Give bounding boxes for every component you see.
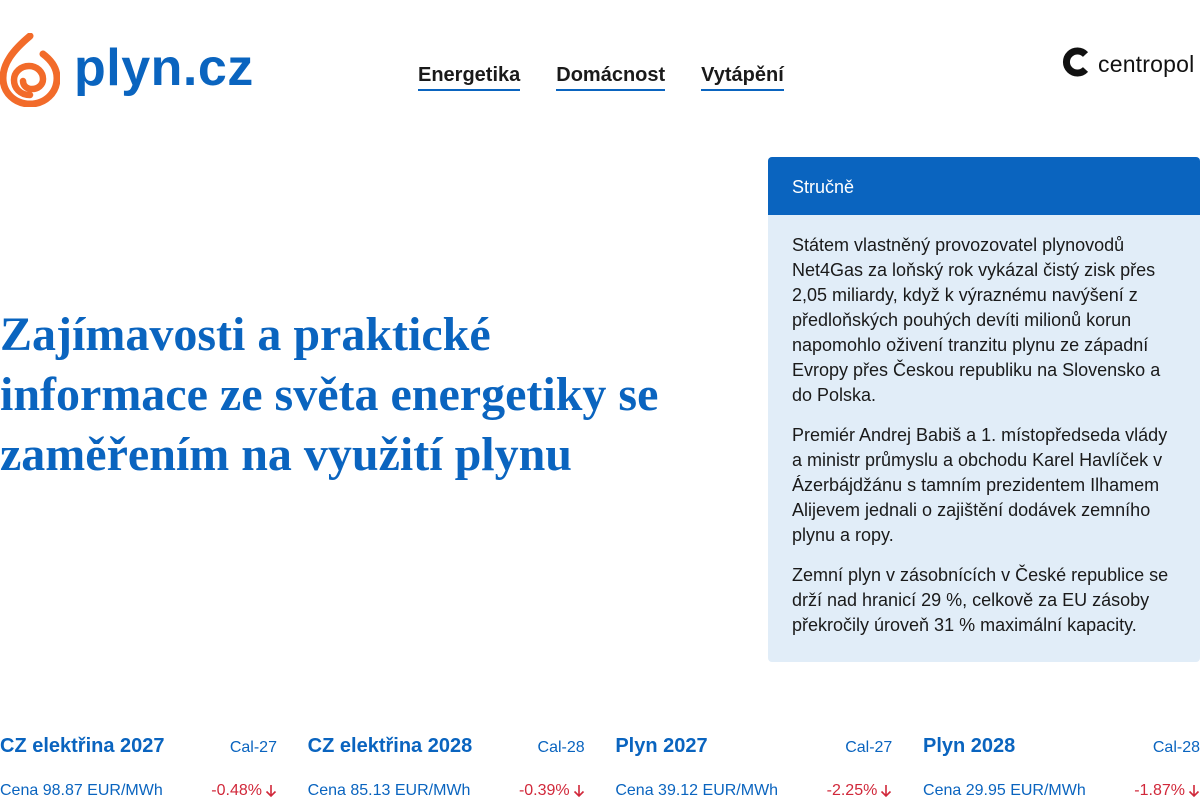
ticker-name: CZ elektřina 2028 [307, 735, 473, 757]
brief-paragraph: Zemní plyn v zásobnících v České republice se drží nad hranicí 29 %, celkově za EU zásoby překročily úroveň 31 % maximální kapacity. [792, 565, 1169, 635]
partner-name: centropol [1098, 51, 1195, 77]
ticker-change-value: -0.48% [211, 782, 262, 799]
arrow-down-icon [880, 784, 892, 798]
ticker-cal: Cal-27 [229, 739, 277, 756]
ticker-price: Cena 29.95 EUR/MWh [923, 782, 1086, 799]
ticker-change-value: -2.25% [826, 782, 878, 799]
nav-item-domacnost[interactable]: Domácnost [556, 64, 665, 91]
partner-logo[interactable] [1061, 47, 1194, 82]
nav-item-energetika[interactable]: Energetika [418, 64, 520, 91]
ticker-cal: Cal-28 [537, 739, 585, 756]
brief-panel [768, 157, 1200, 662]
ticker-cz-elektrina-2027[interactable] [0, 735, 277, 800]
hero-title: Zajímavosti a praktické informace ze světa energetiky se zaměřením na využití plynu [0, 308, 659, 481]
brief-paragraph: Státem vlastněný provozovatel plynovodů Net4Gas za loňský rok vykázal čistý zisk přes 2,05 miliardy, když k výraznému navýšení z předloňských pouhých devíti milionů korun napomohlo oživení tranzitu plynu ze západní Evropy přes Českou republiku na Slovensko a do Polska. [792, 235, 1161, 405]
ticker-change-value: -1.87% [1134, 782, 1185, 799]
ticker-change-value: -0.39% [518, 782, 570, 799]
site-header [0, 0, 1200, 140]
arrow-down-icon [265, 784, 277, 798]
ticker-change [827, 782, 893, 800]
ticker-name: Plyn 2027 [615, 735, 708, 757]
arrow-down-icon [1188, 784, 1200, 798]
ticker-price: Cena 98.87 EUR/MWh [0, 782, 163, 799]
ticker-change [519, 782, 585, 800]
flame-spiral-icon [0, 33, 60, 107]
ticker-change [211, 782, 277, 800]
ticker-price: Cena 39.12 EUR/MWh [615, 782, 779, 799]
main-nav [418, 64, 784, 91]
ticker-price: Cena 85.13 EUR/MWh [307, 782, 471, 799]
arrow-down-icon [573, 784, 585, 798]
hero-section [0, 305, 700, 485]
site-logo[interactable] [0, 33, 254, 107]
ticker-cal: Cal-28 [1152, 739, 1200, 756]
ticker-change [1134, 782, 1200, 800]
logo-text: plyn.cz [74, 39, 254, 97]
ticker-plyn-2028[interactable] [923, 735, 1200, 800]
ticker-name: CZ elektřina 2027 [0, 735, 165, 757]
brief-body [768, 215, 1200, 638]
ticker-cal: Cal-27 [845, 739, 893, 756]
ticker-plyn-2027[interactable] [615, 735, 892, 800]
brief-paragraph: Premiér Andrej Babiš a 1. místopředseda vlády a ministr průmyslu a obchodu Karel Havlíček v Ázerbájdžánu s tamním prezidentem Ilhamem Alijevem jednali o zajištění dodávek zemního plynu a ropy. [792, 425, 1168, 545]
ticker-name: Plyn 2028 [923, 735, 1016, 757]
price-tickers [0, 735, 1200, 800]
ticker-cz-elektrina-2028[interactable] [308, 735, 585, 800]
ring-logo-icon [1061, 47, 1091, 82]
brief-heading: Stručně [768, 157, 1200, 215]
nav-item-vytapeni[interactable]: Vytápění [701, 64, 784, 91]
